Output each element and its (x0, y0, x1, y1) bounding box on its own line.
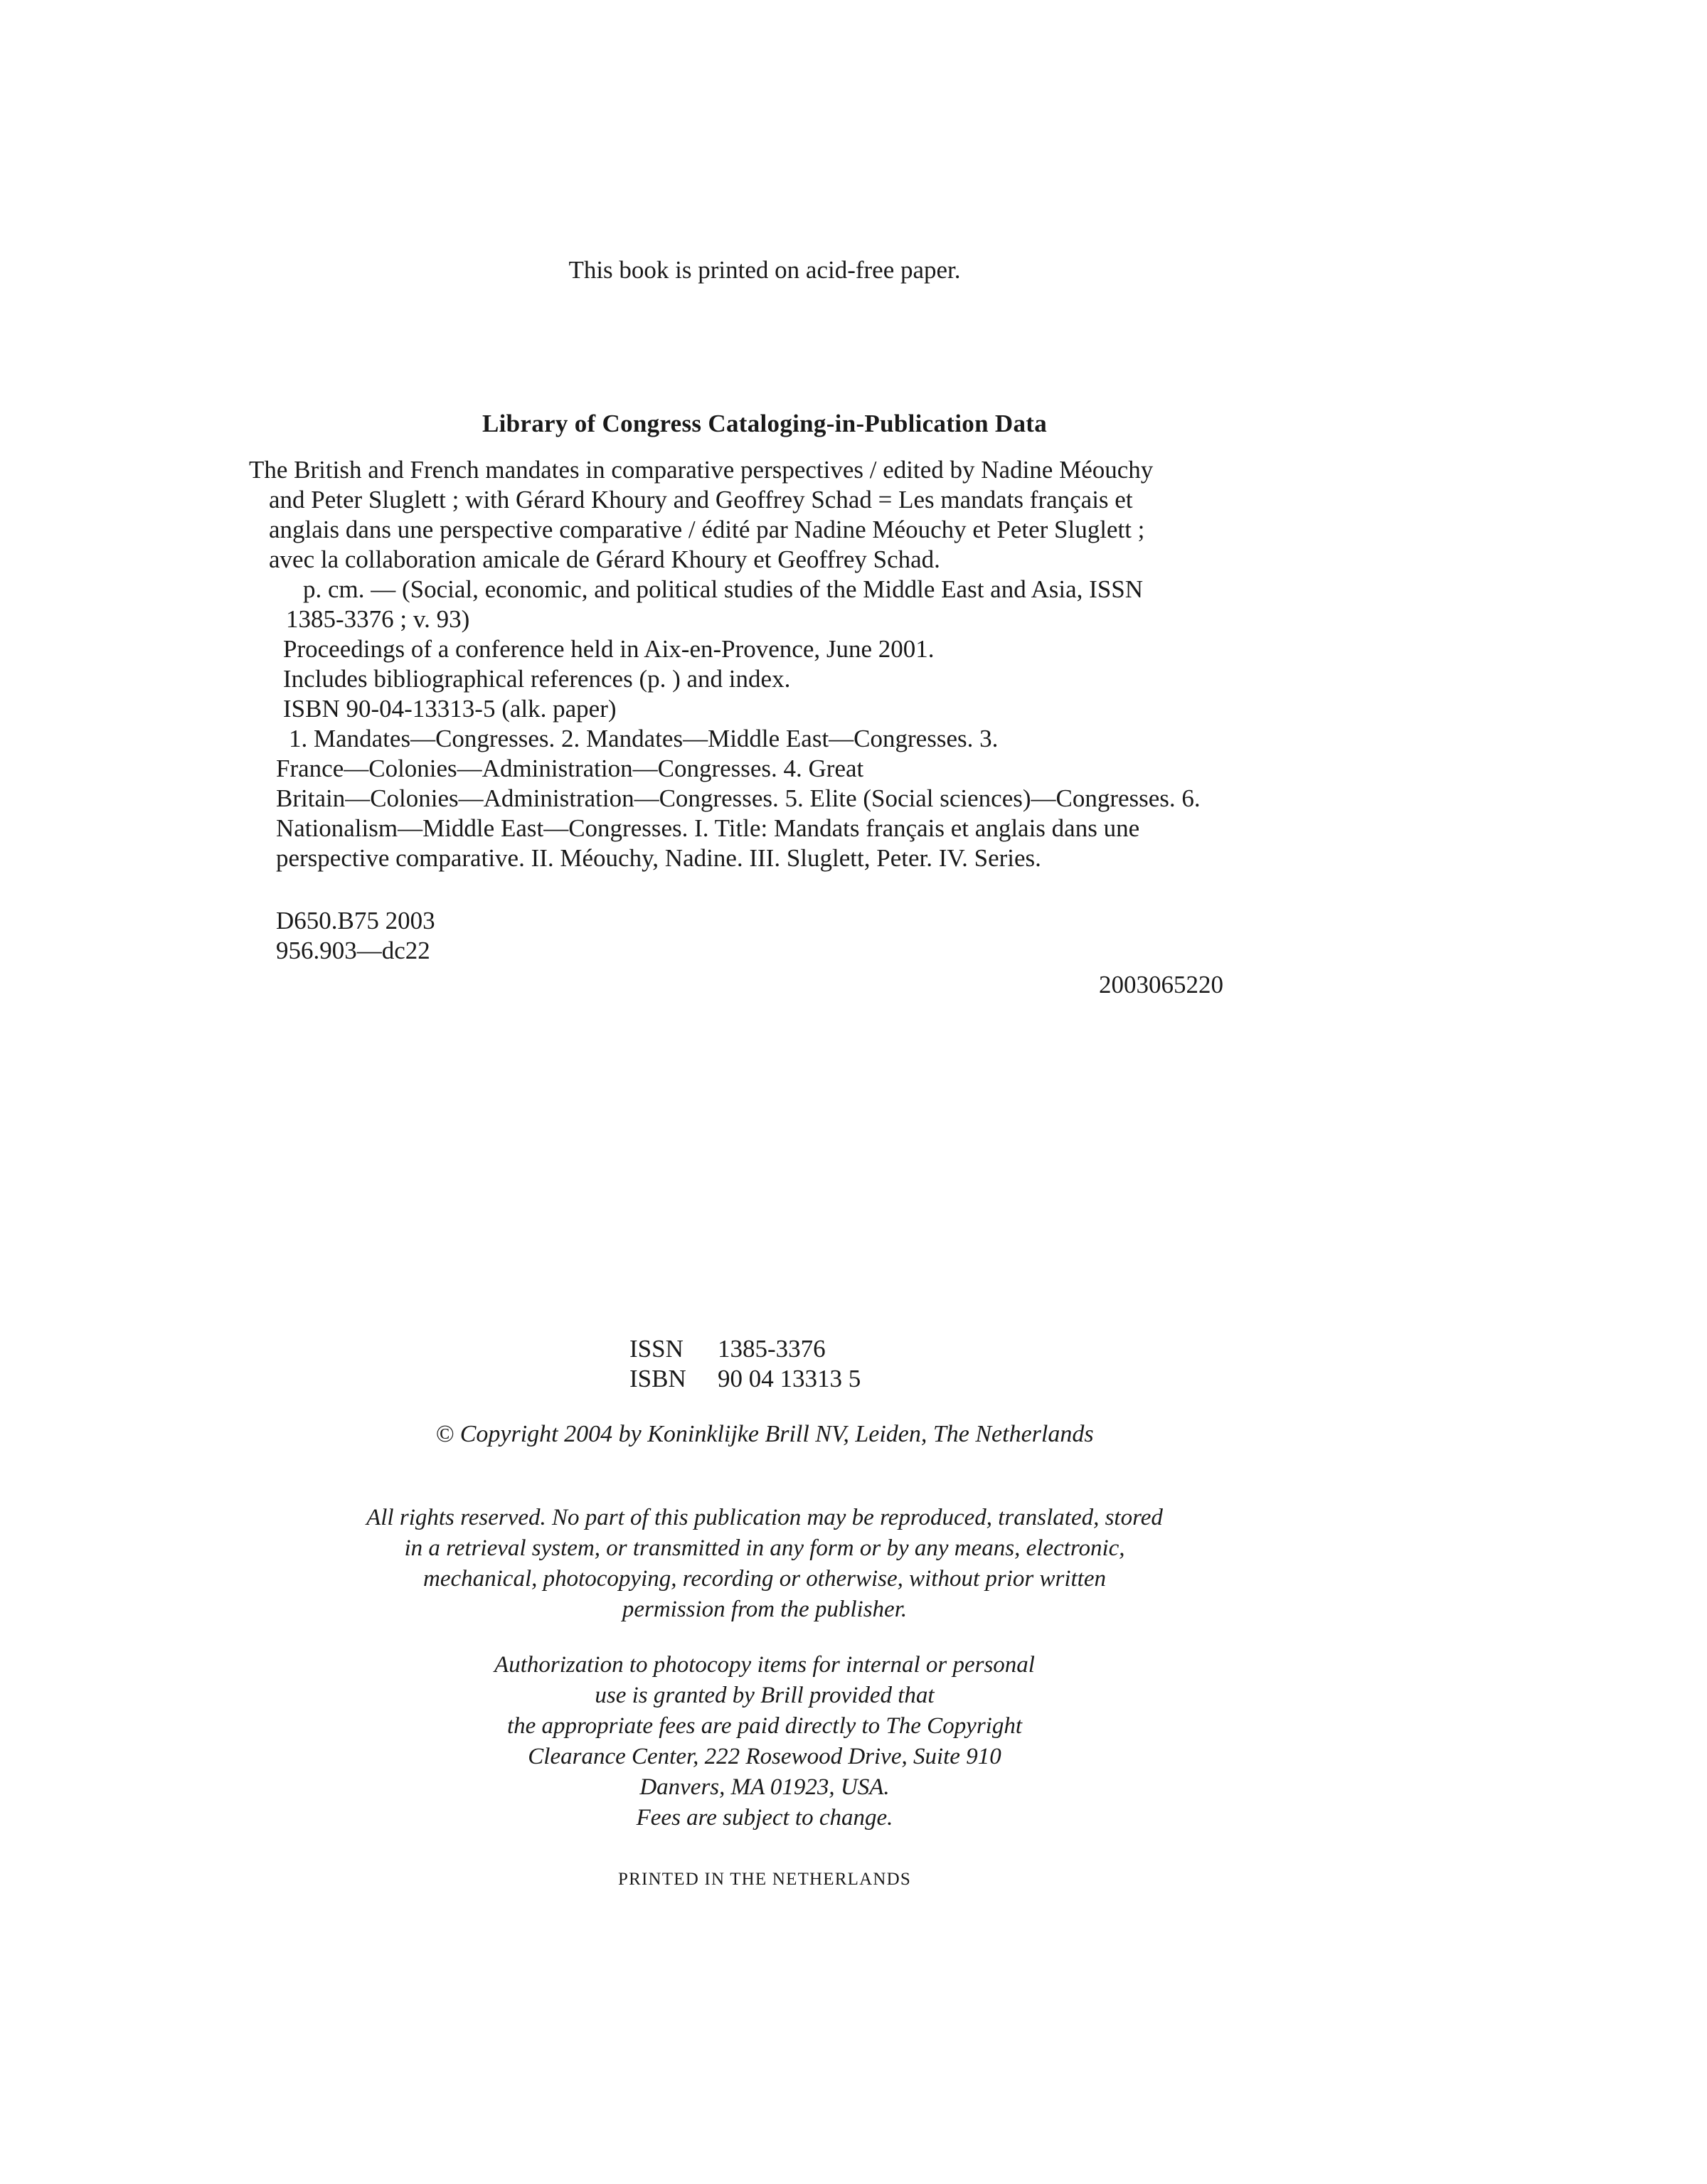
issn-label: ISSN (629, 1335, 684, 1363)
cip-line: avec la collaboration amicale de Gérard Khoury et Geoffrey Schad. (269, 545, 940, 573)
call-number: D650.B75 2003 (276, 907, 435, 934)
printed-in: PRINTED IN THE NETHERLANDS (618, 1870, 911, 1889)
rights-line: in a retrieval system, or transmitted in any form or by any means, electronic, (404, 1535, 1125, 1561)
rights-line: mechanical, photocopying, recording or otherwise, without prior written (423, 1566, 1106, 1592)
cip-line: Britain—Colonies—Administration—Congresses. 5. Elite (Social sciences)—Congresses. 6. (276, 784, 1201, 812)
cip-line: 1385-3376 ; v. 93) (286, 605, 470, 633)
isbn-label: ISBN (629, 1365, 686, 1392)
rights-reserved (0, 1503, 1529, 1625)
acid-free-note: This book is printed on acid-free paper. (568, 256, 961, 284)
rights-line: permission from the publisher. (622, 1597, 908, 1622)
cip-line: 1. Mandates—Congresses. 2. Mandates—Middle East—Congresses. 3. (289, 725, 999, 752)
issn-value: 1385-3376 (718, 1335, 826, 1363)
rights-line: All rights reserved. No part of this publication may be reproduced, translated, stored (366, 1505, 1163, 1530)
dewey-number: 956.903—dc22 (276, 937, 430, 964)
authorization-line: Authorization to photocopy items for internal or personal (494, 1652, 1035, 1678)
photocopy-authorization (0, 1650, 1529, 1833)
issn-row (629, 1334, 861, 1364)
authorization-line: Fees are subject to change. (636, 1805, 893, 1831)
identifiers (629, 1334, 861, 1394)
lccn: 2003065220 (1099, 971, 1223, 998)
authorization-line: the appropriate fees are paid directly to The Copyright (506, 1713, 1023, 1739)
cip-line: perspective comparative. II. Méouchy, Nadine. III. Sluglett, Peter. IV. Series. (276, 844, 1041, 872)
authorization-line: Clearance Center, 222 Rosewood Drive, Suite 910 (528, 1744, 1001, 1769)
cip-line: anglais dans une perspective comparative / édité par Nadine Méouchy et Peter Sluglett ; (269, 516, 1145, 543)
isbn-row (629, 1364, 861, 1394)
cip-line: France—Colonies—Administration—Congresses. 4. Great (276, 755, 864, 782)
cip-line: ISBN 90-04-13313-5 (alk. paper) (283, 695, 617, 723)
cip-heading: Library of Congress Cataloging-in-Publication Data (482, 410, 1048, 437)
authorization-line: Danvers, MA 01923, USA. (639, 1774, 890, 1800)
cip-line: and Peter Sluglett ; with Gérard Khoury and Geoffrey Schad = Les mandats français et (269, 486, 1133, 513)
cip-line: Includes bibliographical references (p. ) and index. (283, 665, 791, 693)
authorization-line: use is granted by Brill provided that (595, 1683, 935, 1708)
cip-line: Proceedings of a conference held in Aix-en-Provence, June 2001. (283, 635, 935, 663)
cip-line: The British and French mandates in comparative perspectives / edited by Nadine Méouchy (249, 456, 1154, 484)
cip-line: p. cm. — (Social, economic, and political studies of the Middle East and Asia, ISSN (303, 575, 1144, 603)
isbn-value: 90 04 13313 5 (718, 1365, 861, 1392)
cip-line: Nationalism—Middle East—Congresses. I. Title: Mandats français et anglais dans une (276, 814, 1140, 842)
copyright-notice: © Copyright 2004 by Koninklijke Brill NV, Leiden, The Netherlands (435, 1421, 1094, 1447)
